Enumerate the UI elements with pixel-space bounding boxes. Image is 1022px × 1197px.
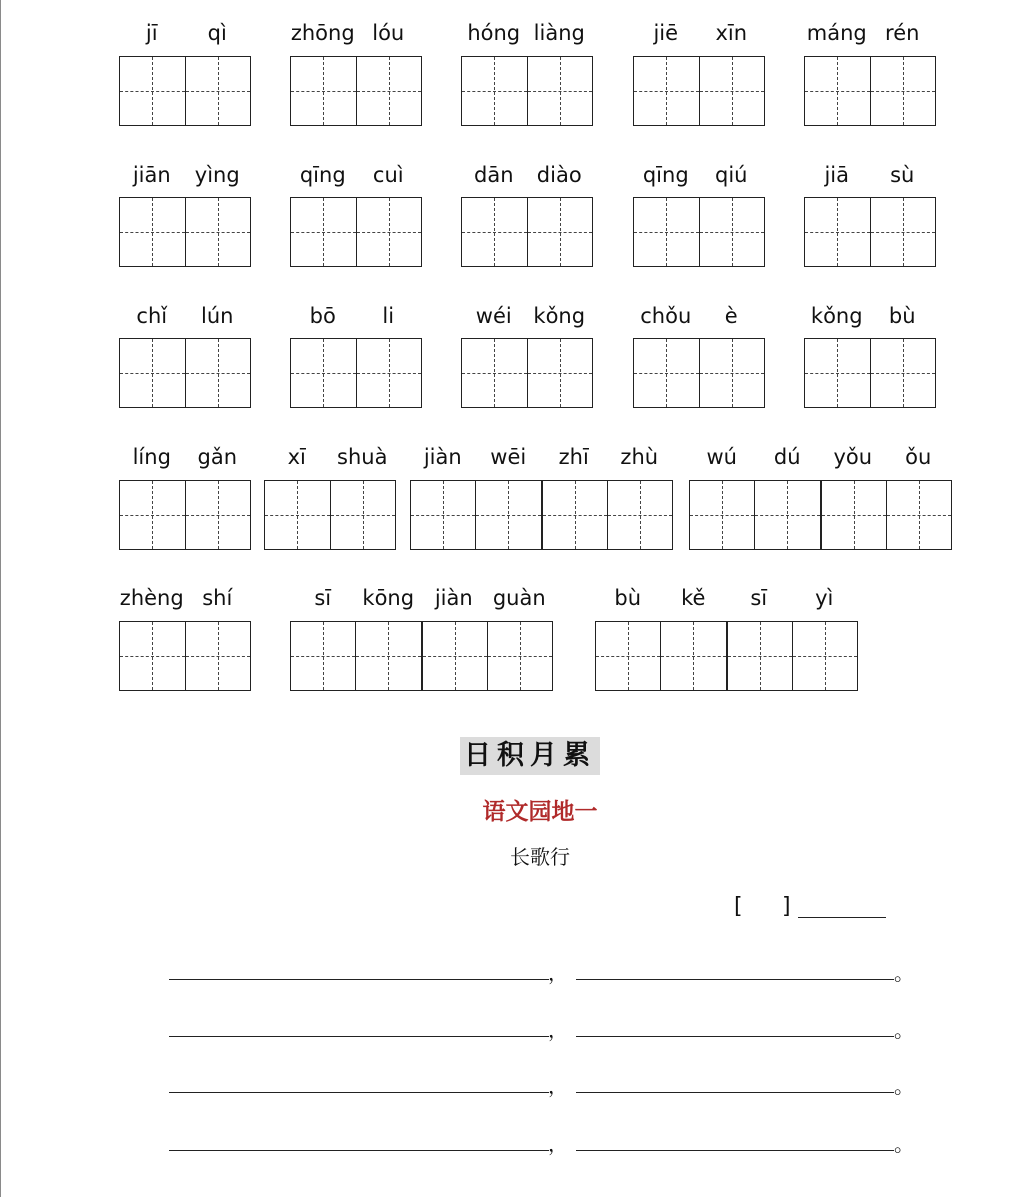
character-writing-box[interactable] <box>804 338 936 408</box>
tian-grid-cell[interactable] <box>120 481 185 549</box>
poem-answer-line[interactable] <box>169 979 549 980</box>
pinyin-label: kě <box>681 586 706 610</box>
pinyin-label: yǒu <box>833 445 873 469</box>
comma-mark: ， <box>548 1018 568 1042</box>
pinyin-label: hóng <box>467 21 521 45</box>
tian-grid-cell[interactable] <box>120 622 185 690</box>
pinyin-label: jī <box>145 21 158 45</box>
pinyin-label: chǒu <box>640 304 692 328</box>
pinyin-label: ǒu <box>905 445 932 469</box>
pinyin-label: wú <box>706 445 737 469</box>
tian-grid-cell[interactable] <box>356 57 422 125</box>
tian-grid-cell[interactable] <box>886 481 951 549</box>
tian-grid-cell[interactable] <box>634 57 699 125</box>
tian-grid-cell[interactable] <box>596 622 660 690</box>
tian-grid-cell[interactable] <box>185 198 251 266</box>
tian-grid-cell[interactable] <box>726 622 792 690</box>
pinyin-label: qì <box>207 21 227 45</box>
tian-grid-cell[interactable] <box>185 622 251 690</box>
pinyin-label: zhī <box>558 445 589 469</box>
pinyin-label: jiàn <box>423 445 462 469</box>
pinyin-label: kōng <box>362 586 415 610</box>
tian-grid-cell[interactable] <box>330 481 396 549</box>
tian-grid-cell[interactable] <box>527 198 593 266</box>
period-mark: 。 <box>894 1074 914 1098</box>
poem-answer-line[interactable] <box>576 1092 894 1093</box>
section-title: 日积月累 <box>460 737 600 775</box>
tian-grid-cell[interactable] <box>699 339 765 407</box>
character-writing-box[interactable] <box>461 56 593 126</box>
tian-grid-cell[interactable] <box>291 198 356 266</box>
tian-grid-cell[interactable] <box>754 481 819 549</box>
pinyin-label: bù <box>614 586 642 610</box>
poem-answer-line[interactable] <box>576 1036 894 1037</box>
poem-answer-line[interactable] <box>169 1150 549 1151</box>
tian-grid-cell[interactable] <box>792 622 857 690</box>
tian-grid-cell[interactable] <box>634 339 699 407</box>
pinyin-label: líng <box>132 445 171 469</box>
pinyin-label: sī <box>314 586 332 610</box>
pinyin-label: bù <box>888 304 916 328</box>
tian-grid-cell[interactable] <box>607 481 672 549</box>
tian-grid-cell[interactable] <box>120 339 185 407</box>
pinyin-label: zhōng <box>290 21 355 45</box>
pinyin-label: wēi <box>490 445 527 469</box>
author-bracket-close: ] <box>782 894 791 919</box>
pinyin-label: shuà <box>337 445 388 469</box>
tian-grid-cell[interactable] <box>356 339 422 407</box>
tian-grid-cell[interactable] <box>185 339 251 407</box>
character-writing-box[interactable] <box>290 56 422 126</box>
tian-grid-cell[interactable] <box>462 57 527 125</box>
tian-grid-cell[interactable] <box>265 481 330 549</box>
character-writing-box[interactable] <box>119 480 251 550</box>
character-writing-box[interactable] <box>119 197 251 267</box>
character-writing-box[interactable] <box>461 338 593 408</box>
poem-answer-line[interactable] <box>169 1092 549 1093</box>
pinyin-label: xī <box>287 445 306 469</box>
tian-grid-cell[interactable] <box>291 622 355 690</box>
tian-grid-cell[interactable] <box>870 198 936 266</box>
pinyin-label: yìng <box>194 163 240 187</box>
pinyin-label: máng <box>806 21 867 45</box>
tian-grid-cell[interactable] <box>805 339 870 407</box>
tian-grid-cell[interactable] <box>634 198 699 266</box>
pinyin-label: dú <box>773 445 801 469</box>
pinyin-label: diào <box>536 163 582 187</box>
character-writing-box[interactable] <box>633 338 765 408</box>
pinyin-label: dān <box>473 163 514 187</box>
tian-grid-cell[interactable] <box>527 339 593 407</box>
pinyin-label: cuì <box>372 163 404 187</box>
tian-grid-cell[interactable] <box>356 198 422 266</box>
poem-answer-line[interactable] <box>576 979 894 980</box>
tian-grid-cell[interactable] <box>421 622 487 690</box>
period-mark: 。 <box>894 961 914 985</box>
tian-grid-cell[interactable] <box>699 57 765 125</box>
character-writing-box[interactable] <box>290 338 422 408</box>
pinyin-label: jiā <box>824 163 850 187</box>
tian-grid-cell[interactable] <box>541 481 607 549</box>
tian-grid-cell[interactable] <box>820 481 886 549</box>
character-writing-box[interactable] <box>633 56 765 126</box>
pinyin-label: rén <box>885 21 920 45</box>
pinyin-label: yì <box>815 586 834 610</box>
pinyin-label: jiān <box>132 163 171 187</box>
character-writing-box[interactable] <box>595 621 858 691</box>
pinyin-label: zhù <box>620 445 659 469</box>
pinyin-label: è <box>724 304 738 328</box>
pinyin-label: qiú <box>715 163 748 187</box>
author-answer-blank[interactable] <box>798 917 886 918</box>
tian-grid-cell[interactable] <box>462 198 527 266</box>
character-writing-box[interactable] <box>410 480 673 550</box>
tian-grid-cell[interactable] <box>487 622 552 690</box>
pinyin-label: lún <box>201 304 234 328</box>
character-writing-box[interactable] <box>461 197 593 267</box>
pinyin-label: shí <box>202 586 233 610</box>
pinyin-label: wéi <box>475 304 512 328</box>
pinyin-label: jiàn <box>434 586 473 610</box>
pinyin-label: kǒng <box>810 304 863 328</box>
tian-grid-cell[interactable] <box>120 57 185 125</box>
character-writing-box[interactable] <box>689 480 952 550</box>
character-writing-box[interactable] <box>290 197 422 267</box>
tian-grid-cell[interactable] <box>690 481 754 549</box>
pinyin-label: sī <box>750 586 768 610</box>
pinyin-label: chǐ <box>136 304 168 328</box>
tian-grid-cell[interactable] <box>462 339 527 407</box>
tian-grid-cell[interactable] <box>120 198 185 266</box>
pinyin-label: qīng <box>299 163 346 187</box>
tian-grid-cell[interactable] <box>185 481 251 549</box>
pinyin-label: qīng <box>642 163 689 187</box>
pinyin-label: xīn <box>715 21 748 45</box>
tian-grid-cell[interactable] <box>355 622 420 690</box>
character-writing-box[interactable] <box>119 621 251 691</box>
pinyin-label: guàn <box>492 586 546 610</box>
poem-answer-line[interactable] <box>169 1036 549 1037</box>
tian-grid-cell[interactable] <box>475 481 540 549</box>
tian-grid-cell[interactable] <box>527 57 593 125</box>
period-mark: 。 <box>894 1018 914 1042</box>
tian-grid-cell[interactable] <box>805 57 870 125</box>
pinyin-label: bō <box>309 304 336 328</box>
character-writing-box[interactable] <box>804 197 936 267</box>
unit-title: 语文园地一 <box>482 799 598 825</box>
tian-grid-cell[interactable] <box>870 339 936 407</box>
tian-grid-cell[interactable] <box>805 198 870 266</box>
pinyin-label: liàng <box>533 21 585 45</box>
tian-grid-cell[interactable] <box>185 57 251 125</box>
period-mark: 。 <box>894 1132 914 1156</box>
pinyin-label: li <box>382 304 395 328</box>
comma-mark: ， <box>548 1132 568 1156</box>
pinyin-label: gǎn <box>197 445 238 469</box>
tian-grid-cell[interactable] <box>291 57 356 125</box>
tian-grid-cell[interactable] <box>870 57 936 125</box>
character-writing-box[interactable] <box>264 480 396 550</box>
tian-grid-cell[interactable] <box>411 481 475 549</box>
poem-answer-line[interactable] <box>576 1150 894 1151</box>
tian-grid-cell[interactable] <box>291 339 356 407</box>
character-writing-box[interactable] <box>633 197 765 267</box>
pinyin-label: lóu <box>372 21 405 45</box>
character-writing-box[interactable] <box>119 56 251 126</box>
poem-title: 长歌行 <box>510 845 570 869</box>
character-writing-box[interactable] <box>119 338 251 408</box>
pinyin-label: kǒng <box>533 304 586 328</box>
pinyin-label: sù <box>890 163 915 187</box>
tian-grid-cell[interactable] <box>699 198 765 266</box>
comma-mark: ， <box>548 961 568 985</box>
pinyin-label: zhèng <box>119 586 184 610</box>
comma-mark: ， <box>548 1074 568 1098</box>
author-bracket-open: [ <box>734 894 743 919</box>
pinyin-label: jiē <box>653 21 679 45</box>
character-writing-box[interactable] <box>804 56 936 126</box>
character-writing-box[interactable] <box>290 621 553 691</box>
tian-grid-cell[interactable] <box>660 622 725 690</box>
